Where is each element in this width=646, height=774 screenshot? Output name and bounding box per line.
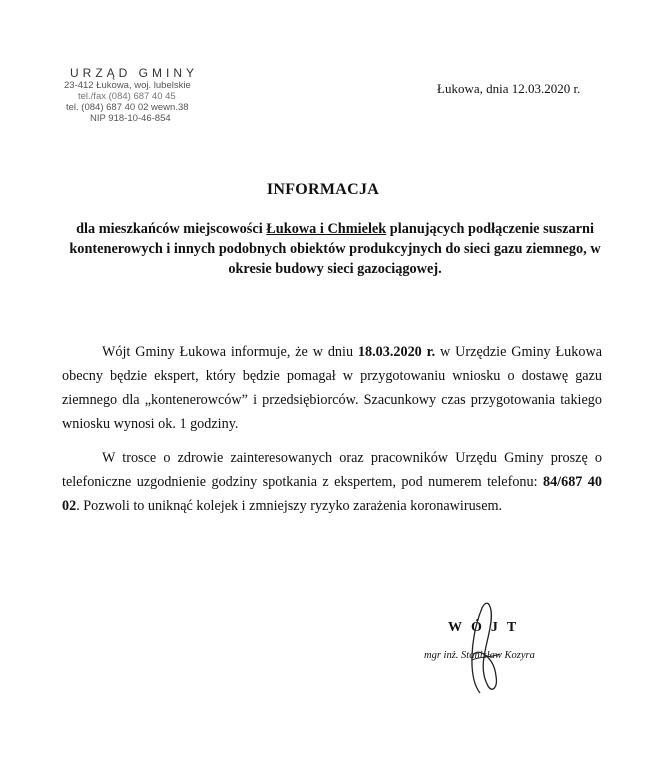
stamp-phone: tel. (084) 687 40 02 wewn.38: [66, 102, 189, 113]
stamp-address: 23-412 Łukowa, woj. lubelskie: [64, 80, 191, 91]
p2-post: . Pozwoli to uniknąć kolejek i zmniejszy ryzyko zarażenia koronawirusem.: [76, 498, 503, 514]
stamp-nip: NIP 918-10-46-854: [90, 113, 171, 124]
p1-date: 18.03.2020 r.: [357, 344, 436, 360]
paragraph-2: [62, 446, 602, 518]
place-date: Łukowa, dnia 12.03.2020 r.: [437, 81, 581, 96]
handwritten-signature-icon: [450, 598, 510, 698]
document-subtitle: [60, 219, 610, 279]
subtitle-places: Łukowa i Chmielek: [266, 221, 387, 237]
stamp-title: URZĄD GMINY: [70, 66, 198, 80]
stamp-fax: tel./fax (084) 687 40 45: [78, 91, 176, 102]
p2-pre: W trosce o zdrowie zainteresowanych oraz pracowników Urzędu Gminy proszę o telefoniczne uzgodnienie godziny spotkania z ekspertem, pod numerem telefonu:: [62, 450, 602, 490]
p2-phone: 84/687 40 02: [62, 474, 602, 514]
paragraph-1: [62, 340, 602, 436]
signature-name: mgr inż. Stanisław Kozyra: [424, 650, 535, 661]
subtitle-pre: dla mieszkańców miejscowości: [76, 221, 267, 237]
p1-post: w Urzędzie Gminy Łukowa obecny będzie ekspert, który będzie pomagał w przygotowaniu wniosku o dostawę gazu ziemnego dla „kontenerowców” i przedsiębiorców. Szacunkowy czas przygotowania takiego wniosku wynosi ok. 1 godziny.: [62, 344, 603, 432]
subtitle-post: planujących podłączenie suszarni kontenerowych i innych podobnych obiektów produkcyjnych do sieci gazu ziemnego, w okresie budowy sieci gazociągowej.: [69, 221, 601, 277]
signature-block: [420, 608, 590, 708]
signature-role: WÓJT: [448, 620, 526, 635]
document-heading: INFORMACJA: [266, 181, 380, 198]
office-stamp: [56, 66, 226, 124]
document-body: [62, 340, 602, 528]
p1-pre: Wójt Gminy Łukowa informuje, że w dniu: [102, 344, 358, 360]
